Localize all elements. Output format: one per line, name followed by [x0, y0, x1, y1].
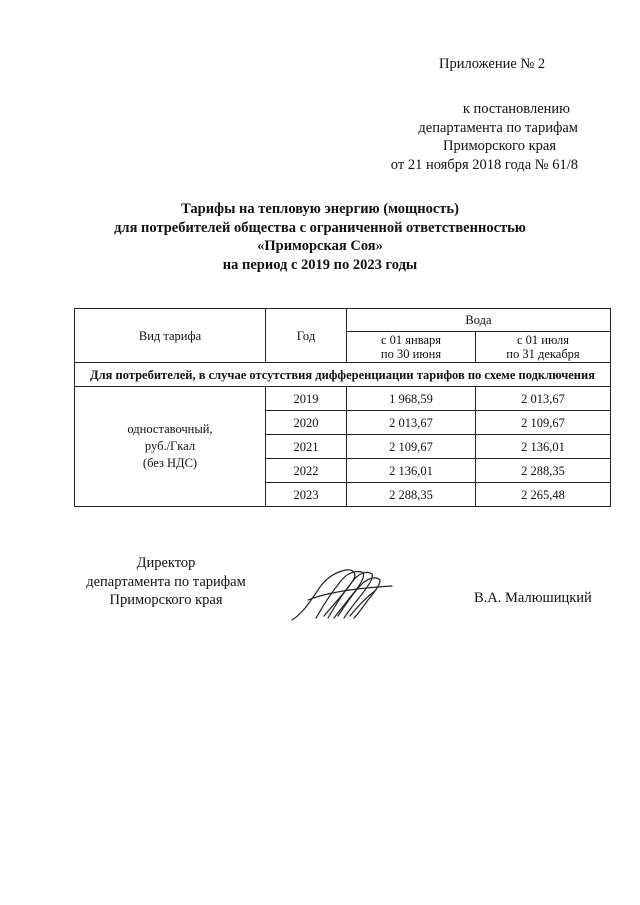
cell-second-half: 2 288,35: [476, 459, 611, 483]
header-year: Год: [266, 309, 347, 363]
cell-second-half: 2 109,67: [476, 411, 611, 435]
cell-year: 2023: [266, 483, 347, 507]
cell-year: 2019: [266, 387, 347, 411]
header-first-half: [347, 332, 476, 363]
header-first-half-line: с 01 января: [380, 333, 442, 347]
header-first-half-line: по 30 июня: [380, 347, 442, 361]
header-second-half: [476, 332, 611, 363]
signatory-position-line: Приморского края: [109, 592, 223, 608]
header-second-half-line: с 01 июля: [516, 333, 569, 347]
table-row: [75, 387, 611, 411]
title-line: для потребителей общества с ограниченной ответственностью: [114, 219, 526, 236]
cell-second-half: 2 013,67: [476, 387, 611, 411]
group-label: Для потребителей, в случае отсутствия дифференциации тарифов по схеме подключения: [75, 363, 611, 387]
title-line: «Приморская Соя»: [257, 238, 383, 254]
cell-first-half: 1 968,59: [347, 387, 476, 411]
signatory-position-line: Директор: [136, 555, 196, 571]
header-tariff-type: Вид тарифа: [75, 309, 266, 363]
handwritten-signature: [288, 562, 398, 626]
appendix-reference: [378, 100, 578, 174]
cell-year: 2021: [266, 435, 347, 459]
cell-first-half: 2 013,67: [347, 411, 476, 435]
tariff-table: [74, 308, 611, 507]
signatory-position-line: департамента по тарифам: [86, 573, 246, 590]
cell-first-half: 2 109,67: [347, 435, 476, 459]
appendix-title: Приложение № 2: [439, 56, 546, 72]
cell-year: 2022: [266, 459, 347, 483]
signatory-position: [76, 554, 256, 610]
cell-first-half: 2 288,35: [347, 483, 476, 507]
cell-second-half: 2 265,48: [476, 483, 611, 507]
appendix-ref-date: от 21 ноября 2018 года № 61/8: [390, 156, 578, 173]
signatory-name: В.А. Малюшицкий: [474, 590, 592, 606]
tariff-type-cell: [75, 387, 266, 507]
tariff-type-line: руб./Гкал: [144, 439, 196, 453]
header-second-half-line: по 31 декабря: [506, 347, 580, 361]
cell-second-half: 2 136,01: [476, 435, 611, 459]
tariff-type-line: одноставочный,: [127, 422, 213, 436]
title-line: Тарифы на тепловую энергию (мощность): [181, 201, 459, 217]
group-row: [75, 363, 611, 387]
table-header-row: [75, 309, 611, 332]
appendix-ref-line: департамента по тарифам: [418, 119, 578, 136]
title-line: на период с 2019 по 2023 годы: [222, 256, 418, 273]
appendix-ref-line: к постановлению: [462, 101, 570, 117]
document-title: [60, 200, 580, 274]
cell-first-half: 2 136,01: [347, 459, 476, 483]
appendix-ref-line: Приморского края: [442, 138, 556, 154]
cell-year: 2020: [266, 411, 347, 435]
header-water: Вода: [347, 309, 611, 332]
tariff-type-line: (без НДС): [142, 456, 198, 470]
